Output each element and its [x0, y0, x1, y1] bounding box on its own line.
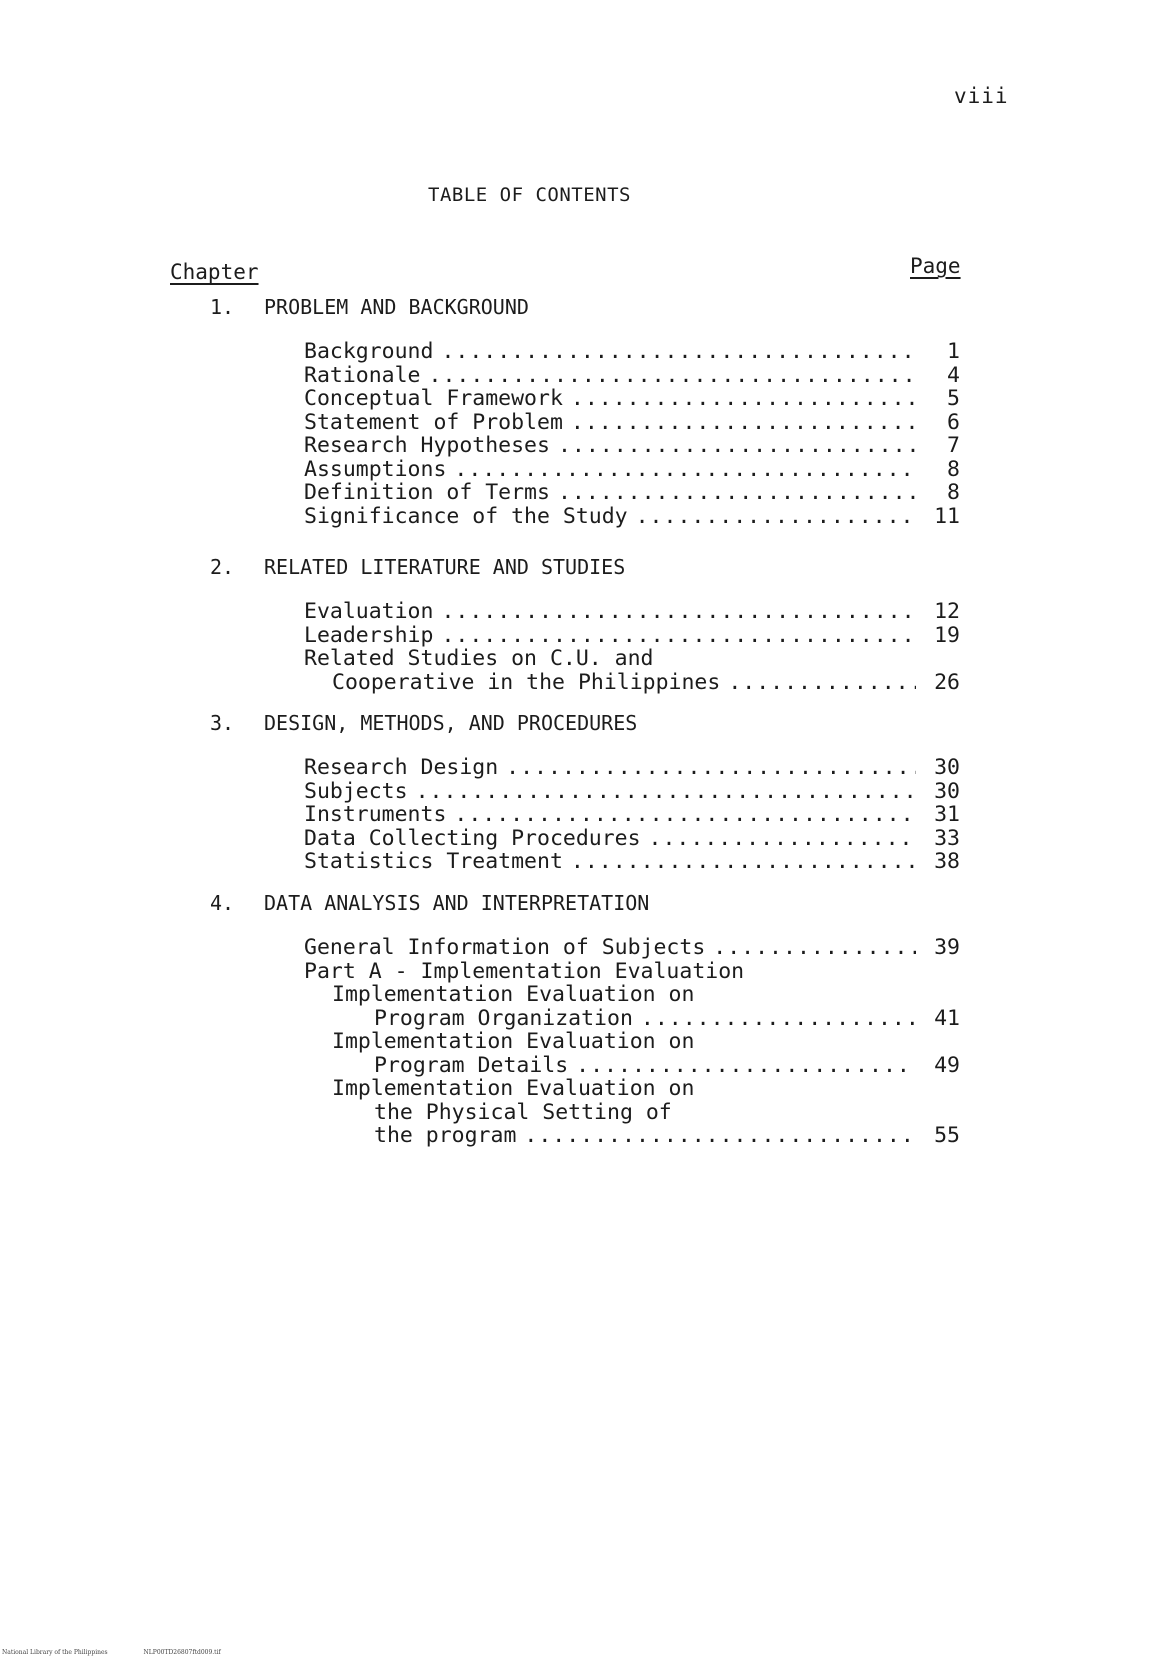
toc-entry-page: 5 — [947, 386, 960, 411]
toc-entry-evaluation — [304, 600, 960, 624]
toc-entry-label: Cooperative in the Philippines — [332, 669, 721, 695]
toc-entry-page: 38 — [934, 849, 960, 874]
toc-subheading-implementation-evaluation: Implementation Evaluation on — [332, 982, 695, 1007]
chapter-heading — [210, 554, 970, 580]
dot-leader — [429, 364, 917, 388]
toc-entry-background — [304, 340, 960, 364]
toc-entry-label: Program Details — [374, 1052, 569, 1078]
toc-entry-leadership — [304, 624, 960, 648]
toc-entry-label: Statistics Treatment — [304, 849, 563, 874]
chapter-title: DESIGN, METHODS, AND PROCEDURES — [264, 711, 638, 735]
toc-entry-rationale — [304, 364, 960, 388]
toc-entry-subjects — [304, 780, 960, 804]
chapter-title: RELATED LITERATURE AND STUDIES — [264, 555, 626, 579]
toc-entry-page: 7 — [947, 433, 960, 458]
dot-leader — [454, 458, 916, 482]
toc-subheading-part-a: Part A - Implementation Evaluation — [304, 958, 745, 984]
toc-entry-related-studies: Related Studies on C.U. and — [304, 646, 654, 671]
toc-entry-label: the program — [374, 1123, 517, 1148]
chapter-heading — [210, 294, 970, 320]
chapter-number: 3. — [210, 711, 235, 735]
toc-entry-program-details — [304, 1054, 960, 1078]
toc-entry-cooperative-philippines — [304, 671, 960, 695]
toc-entry-page: 33 — [934, 825, 960, 851]
toc-subheading-implementation-evaluation: Implementation Evaluation on — [332, 1076, 695, 1101]
dot-leader — [416, 780, 916, 804]
chapter-title: DATA ANALYSIS AND INTERPRETATION — [264, 891, 650, 915]
dot-leader — [571, 850, 916, 874]
toc-entry-label: Data Collecting Procedures — [304, 825, 641, 851]
toc-entry-page: 8 — [947, 456, 960, 482]
toc-entry-program-organization — [304, 1007, 960, 1031]
toc-entry-instruments — [304, 803, 960, 827]
toc-entry-page: 41 — [934, 1005, 960, 1031]
dot-leader — [571, 387, 916, 411]
toc-entry-research-design — [304, 756, 960, 780]
chapter-1 — [210, 294, 970, 528]
dot-leader — [558, 434, 916, 458]
toc-entry-label: Program Organization — [374, 1005, 633, 1031]
scan-footer — [2, 1649, 221, 1656]
toc-entry-page: 26 — [934, 669, 960, 695]
chapter-2 — [210, 554, 970, 694]
toc-entry-significance-of-the-study — [304, 505, 960, 529]
toc-entry-page: 4 — [947, 362, 960, 388]
dot-leader — [571, 411, 916, 435]
chapter-number: 1. — [210, 295, 235, 319]
toc-entry-general-information — [304, 936, 960, 960]
toc-entry-page: 11 — [934, 503, 960, 529]
chapter-3 — [210, 710, 970, 874]
dot-leader — [576, 1054, 916, 1078]
toc-entry-page: 30 — [934, 778, 960, 804]
toc-entry-label: Significance of the Study — [304, 503, 628, 529]
toc-entry-assumptions — [304, 458, 960, 482]
toc-entries — [304, 936, 960, 1148]
toc-entries — [304, 340, 960, 528]
dot-leader — [441, 600, 916, 624]
chapter-column-header: Chapter — [170, 260, 259, 284]
chapter-heading — [210, 890, 970, 916]
toc-entry-conceptual-framework — [304, 387, 960, 411]
document-title: TABLE OF CONTENTS — [428, 184, 631, 206]
page-number: viii — [954, 84, 1009, 108]
toc-subheading-implementation-evaluation: Implementation Evaluation on — [332, 1029, 695, 1054]
toc-entry-page: 8 — [947, 480, 960, 505]
toc-entry-page: 49 — [934, 1052, 960, 1078]
toc-entry-page: 12 — [934, 599, 960, 624]
toc-entry-definition-of-terms — [304, 481, 960, 505]
toc-entry-page: 6 — [947, 409, 960, 435]
footer-library: National Library of the Philippines — [2, 1649, 108, 1656]
dot-leader — [636, 505, 916, 529]
dot-leader — [506, 756, 916, 780]
dot-leader — [441, 624, 916, 648]
dot-leader — [441, 340, 916, 364]
toc-entry-label: Rationale — [304, 362, 421, 388]
toc-entry-the-program — [304, 1124, 960, 1148]
toc-entry-page: 19 — [934, 622, 960, 648]
dot-leader — [524, 1124, 916, 1148]
chapter-4 — [210, 890, 970, 1148]
toc-entry-label: Instruments — [304, 802, 447, 827]
chapter-heading — [210, 710, 970, 736]
toc-entry-statistics-treatment — [304, 850, 960, 874]
toc-entry-label: Conceptual Framework — [304, 386, 563, 411]
toc-subheading-physical-setting: the Physical Setting of — [374, 1099, 672, 1125]
dot-leader — [454, 803, 916, 827]
toc-entry-label: Leadership — [304, 622, 434, 648]
chapter-number: 2. — [210, 555, 235, 579]
toc-entry-page: 39 — [934, 935, 960, 960]
chapter-title: PROBLEM AND BACKGROUND — [264, 295, 529, 319]
toc-entry-statement-of-problem — [304, 411, 960, 435]
dot-leader — [558, 481, 916, 505]
toc-entry-label: Assumptions — [304, 456, 447, 482]
toc-entry-page: 31 — [934, 802, 960, 827]
dot-leader — [649, 827, 916, 851]
dot-leader — [713, 936, 916, 960]
chapter-number: 4. — [210, 891, 235, 915]
toc-entry-label: Research Design — [304, 755, 499, 780]
toc-entry-label: Definition of Terms — [304, 480, 550, 505]
toc-entry-page: 1 — [947, 339, 960, 364]
page-column-header: Page — [910, 254, 961, 278]
dot-leader — [641, 1007, 916, 1031]
toc-entry-label: Background — [304, 339, 434, 364]
toc-entry-label: Evaluation — [304, 599, 434, 624]
toc-entry-label: Research Hypotheses — [304, 433, 550, 458]
toc-entry-research-hypotheses — [304, 434, 960, 458]
toc-entry-label: Subjects — [304, 778, 408, 804]
toc-entry-page: 30 — [934, 755, 960, 780]
toc-entries — [304, 756, 960, 874]
toc-entry-page: 55 — [934, 1123, 960, 1148]
toc-entry-data-collecting-procedures — [304, 827, 960, 851]
footer-file: NLP00TD26807ftd009.tif — [143, 1649, 221, 1656]
toc-entry-label: Statement of Problem — [304, 409, 563, 435]
toc-entry-label: General Information of Subjects — [304, 935, 706, 960]
toc-entries — [304, 600, 960, 694]
dot-leader — [728, 671, 916, 695]
